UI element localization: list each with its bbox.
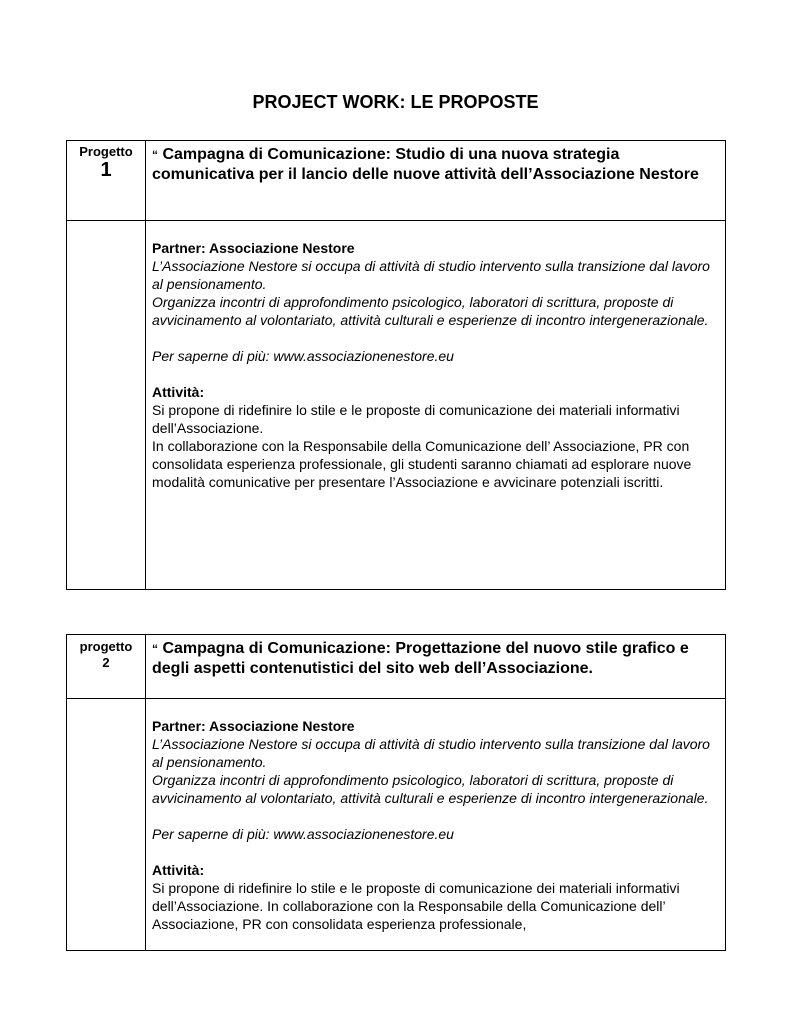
project-1-empty-cell: [67, 221, 146, 590]
project-2-activity-label: Attività:: [152, 862, 205, 878]
project-2-empty-cell: [67, 699, 146, 951]
project-2-desc1: L’Associazione Nestore si occupa di attività di studio intervento sulla transizione dal lavoro al pensionamento.: [152, 736, 710, 770]
project-2-partner: Partner: Associazione Nestore: [152, 718, 355, 734]
project-2-number: 2: [102, 655, 110, 670]
project-2-desc2: Organizza incontri di approfondimento psicologico, laboratori di scrittura, proposte di avvicinamento al volontariato, attività culturali e esperienze di incontro intergenerazionale.: [152, 772, 709, 806]
project-1-table: [66, 140, 726, 590]
project-2-number-cell: [67, 635, 146, 699]
project-1-number: 1: [100, 159, 112, 181]
project-1-desc2: Organizza incontri di approfondimento psicologico, laboratori di scrittura, proposte di avvicinamento al volontariato, attività culturali e esperienze di incontro intergenerazionale.: [152, 294, 709, 328]
project-2-table: [66, 634, 726, 951]
project-1-title: [152, 145, 719, 185]
project-2-body-cell: [146, 699, 726, 951]
project-2-activity1: Si propone di ridefinire lo stile e le proposte di comunicazione dei materiali informativi dell’Associazione. In collaborazione con la Responsabile della Comunicazione dell’ Associazione, PR con consolidata esperienza professionale,: [152, 880, 680, 932]
project-1-desc1: L’Associazione Nestore si occupa di attività di studio intervento sulla transizione dal lavoro al pensionamento.: [152, 258, 710, 292]
project-1-activity1: Si propone di ridefinire lo stile e le proposte di comunicazione dei materiali informativi dell’Associazione.: [152, 402, 680, 436]
page-title: PROJECT WORK: LE PROPOSTE: [252, 92, 539, 112]
project-1-activity2: In collaborazione con la Responsabile della Comunicazione dell’ Associazione, PR con consolidata esperienza professionale, gli studenti saranno chiamati ad esplorare nuove modalità comunicative per presentare l’Associazione e avvicinare potenziali iscritti.: [152, 438, 692, 490]
project-2-quote: “: [152, 642, 158, 656]
project-2-title-text: Campagna di Comunicazione: Progettazione del nuovo stile grafico e degli aspetti contenutistici del sito web dell’Associazione.: [152, 640, 689, 677]
project-2-title: [152, 639, 719, 679]
project-1-partner: Partner: Associazione Nestore: [152, 240, 355, 256]
project-1-body-cell: [146, 221, 726, 590]
project-1-number-cell: [67, 141, 146, 221]
project-1-activity-label: Attività:: [152, 384, 205, 400]
project-2-more-link: Per saperne di più: www.associazionenestore.eu: [152, 826, 454, 842]
project-1-title-text: Campagna di Comunicazione: Studio di una nuova strategia comunicativa per il lancio delle nuove attività dell’Associazione Nestore: [152, 146, 699, 183]
project-1-quote: “: [152, 148, 158, 162]
project-1-title-cell: [146, 141, 726, 221]
project-2-title-cell: [146, 635, 726, 699]
project-1-label: Progetto: [79, 144, 133, 159]
project-2-label: progetto: [79, 639, 133, 654]
project-1-more-link: Per saperne di più: www.associazionenestore.eu: [152, 348, 454, 364]
